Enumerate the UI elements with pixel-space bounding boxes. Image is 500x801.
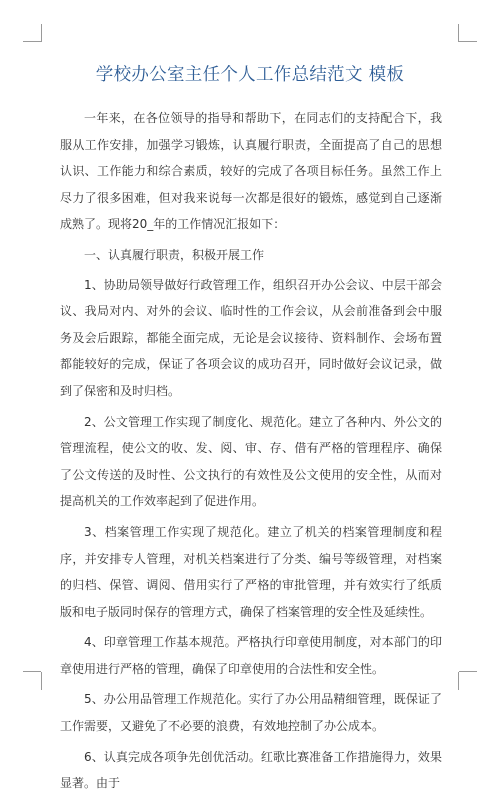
crop-mark-top-left <box>41 24 42 42</box>
crop-mark-top-right <box>459 41 477 42</box>
intro-paragraph: 一年来，在各位领导的指导和帮助下，在同志们的支持配合下，我服从工作安排，加强学习锻炼，认真履行职责，全面提高了自己的思想认识、工作能力和综合素质，较好的完成了各项目标任务。虽然工作上尽力了很多困难，但对我来说每一次都是很好的锻炼，感觉到自己逐渐成熟了。现将20_年的工作情况汇报如下： <box>60 111 442 232</box>
document-title: 学校办公室主任个人工作总结范文 模板 <box>95 65 405 85</box>
item-paragraph-3: 3、档案管理工作实现了规范化。建立了机关的档案管理制度和程序，并安排专人管理，对机关档案进行了分类、编号等级管理，对档案的归档、保管、调阅、借用实行了严格的审批管理，并有效实行了纸质版和电子版同时保存的管理方式，确保了档案管理的安全性及延续性。 <box>60 524 442 619</box>
crop-mark-top-left <box>23 41 41 42</box>
crop-mark-bottom-left <box>23 671 41 672</box>
crop-mark-bottom-right <box>458 672 459 690</box>
item-paragraph-2: 2、公文管理工作实现了制度化、规范化。建立了各种内、外公文的管理流程，使公文的收、发、阅、审、存、借有严格的管理程序、确保了公文传送的及时性、公文执行的有效性及公文使用的安全性，从而对提高机关的工作效率起到了促进作用。 <box>60 414 442 509</box>
item-paragraph-1: 1、协助局领导做好行政管理工作，组织召开办公会议、中层干部会议、我局对内、对外的会议、临时性的工作会议，从会前准备到会中服务及会后跟踪，都能全面完成，无论是会议接待、资料制作、会场布置都能较好的完成，保证了各项会议的成功召开，同时做好会议记录，做到了保密和及时归档。 <box>60 277 442 398</box>
item-paragraph-6: 6、认真完成各项争先创优活动。红歌比赛准备工作措施得力，效果显著。由于 <box>60 749 442 791</box>
crop-mark-bottom-left <box>41 672 42 690</box>
item-paragraph-5: 5、办公用品管理工作规范化。实行了办公用品精细管理，既保证了工作需要，又避免了不必要的浪费，有效地控制了办公成本。 <box>60 692 442 734</box>
section-heading: 一、认真履行职责，积极开展工作 <box>84 247 265 262</box>
document-body <box>60 105 442 801</box>
item-paragraph-4: 4、印章管理工作基本规范。严格执行印章使用制度，对本部门的印章使用进行严格的管理，确保了印章使用的合法性和安全性。 <box>60 635 442 676</box>
crop-mark-top-right <box>458 24 459 42</box>
crop-mark-bottom-right <box>459 671 477 672</box>
